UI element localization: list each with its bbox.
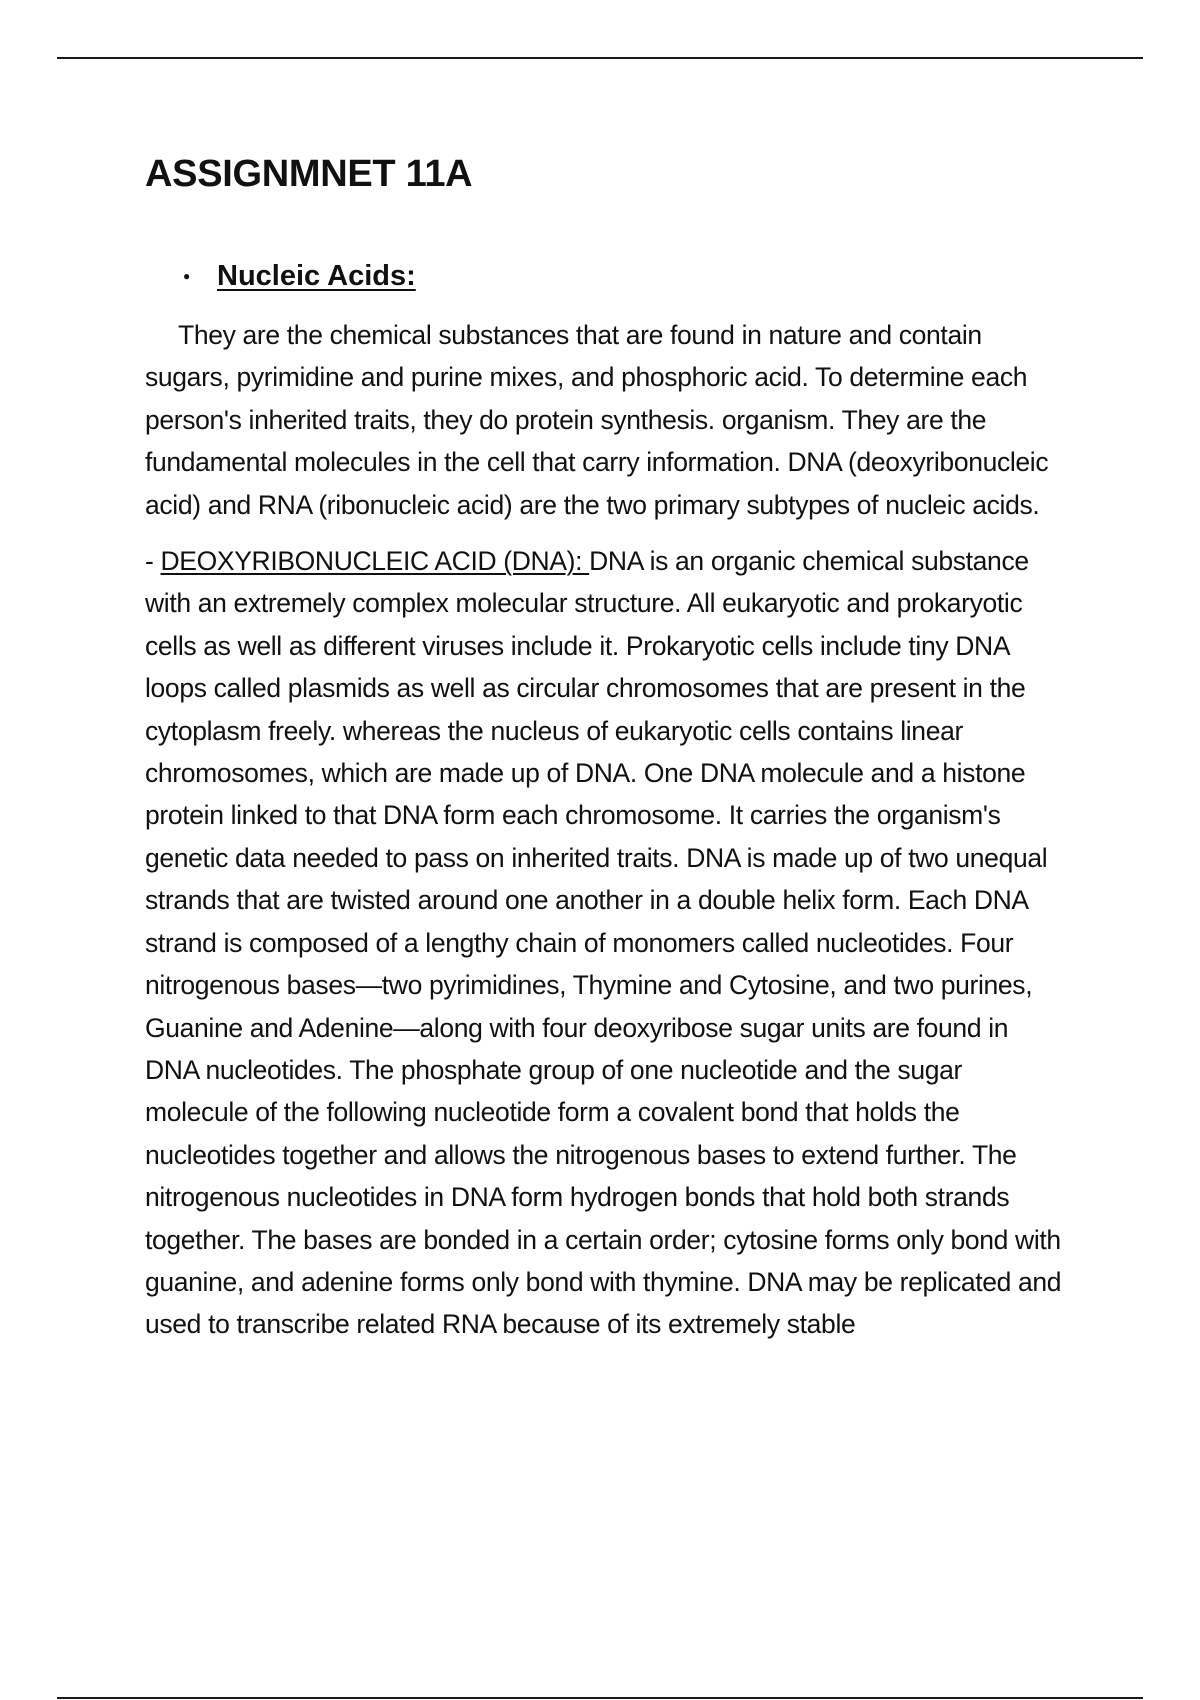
- dna-body: DNA is an organic chemical substance with an extremely complex molecular structure. All eukaryotic and prokaryotic cells as well as different viruses include it. Prokaryotic cells include tiny DNA loops called plasmids as well as circular chromosomes that are present in the cytoplasm freely. whereas the nucleus of eukaryotic cells contains linear chromosomes, which are made up of DNA. One DNA molecule and a histone protein linked to that DNA form each chromosome. It carries the organism's genetic data needed to pass on inherited traits. DNA is made up of two unequal strands that are twisted around one another in a double helix form. Each DNA strand is composed of a lengthy chain of monomers called nucleotides. Four nitrogenous bases—two pyrimidines, Thymine and Cytosine, and two purines, Guanine and Adenine—along with four deoxyribose sugar units are found in DNA nucleotides. The phosphate group of one nucleotide and the sugar molecule of the following nucleotide form a covalent bond that holds the nucleotides together and allows the nitrogenous bases to extend further. The nitrogenous nucleotides in DNA form hydrogen bonds that hold both strands together. The bases are bonded in a certain order; cytosine forms only bond with guanine, and adenine forms only bond with thymine. DNA may be replicated and used to transcribe related RNA because of its extremely stable: [145, 546, 1062, 1340]
- dna-paragraph: [145, 540, 1065, 1346]
- header-rule: [57, 57, 1143, 59]
- dna-term: DEOXYRIBONUCLEIC ACID (DNA):: [160, 546, 590, 577]
- page-content: [145, 148, 1065, 1346]
- intro-paragraph: They are the chemical substances that are found in nature and contain sugars, pyrimidine and purine mixes, and phosphoric acid. To determine each person's inherited traits, they do protein synthesis. organism. They are the fundamental molecules in the cell that carry information. DNA (deoxyribonucleic acid) and RNA (ribonucleic acid) are the two primary subtypes of nucleic acids.: [145, 320, 1049, 520]
- dna-prefix: -: [145, 546, 161, 577]
- section-heading: [183, 256, 1065, 296]
- document-title: ASSIGNMNET 11A: [145, 153, 473, 195]
- section-heading-text: Nucleic Acids:: [217, 260, 416, 292]
- footer-rule: [57, 1697, 1143, 1699]
- bullet-icon: ●: [183, 269, 191, 283]
